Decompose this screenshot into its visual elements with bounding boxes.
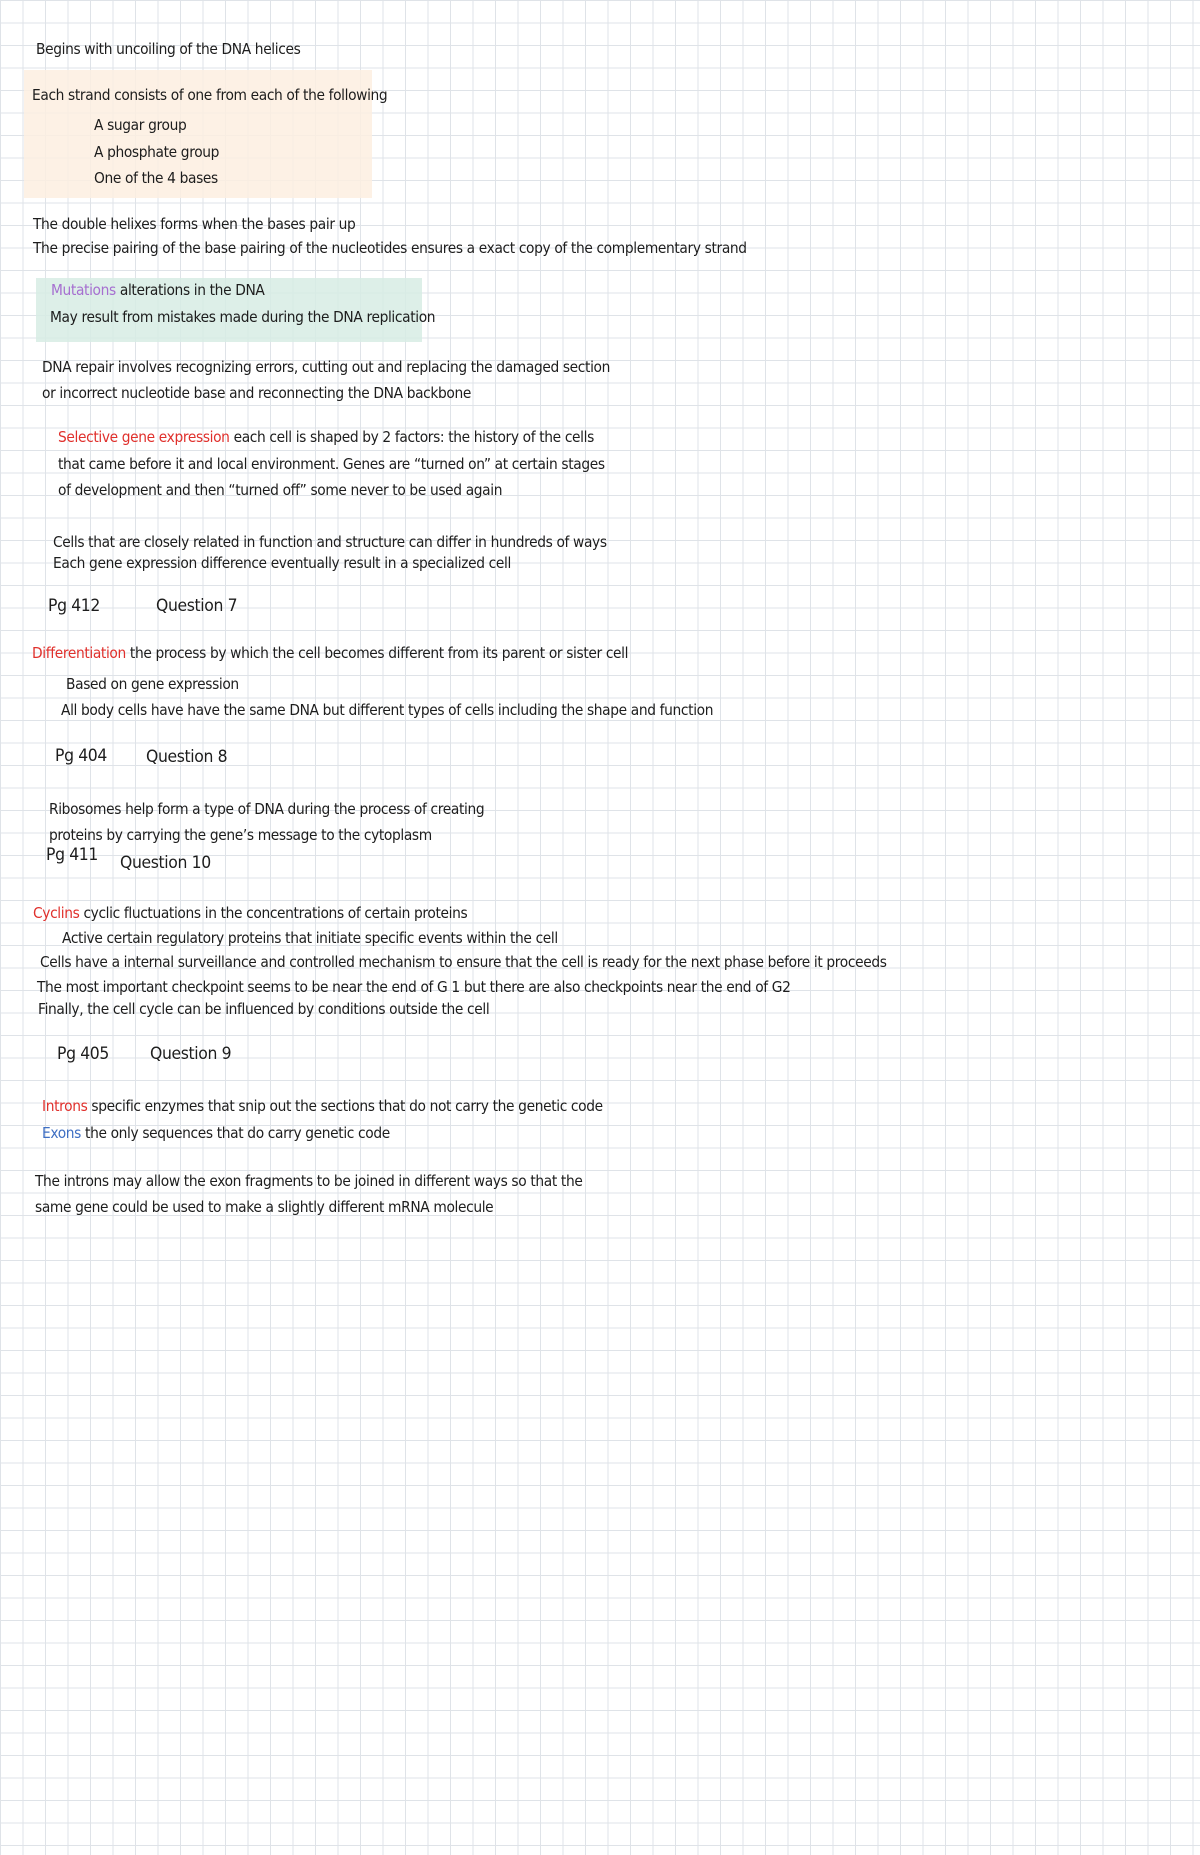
- question-reference: Question 8: [146, 747, 228, 767]
- note-line: A phosphate group: [94, 143, 220, 161]
- note-line: same gene could be used to make a slightly different mRNA molecule: [35, 1198, 494, 1216]
- note-line: One of the 4 bases: [94, 169, 218, 187]
- term-definition: cyclic fluctuations in the concentrations of certain proteins: [79, 904, 468, 922]
- term-exons: Exons: [42, 1124, 82, 1142]
- note-line: [58, 428, 594, 446]
- note-line: The precise pairing of the base pairing of the nucleotides ensures a exact copy of the complementary strand: [33, 239, 747, 257]
- term-definition: specific enzymes that snip out the sections that do not carry the genetic code: [87, 1097, 603, 1115]
- note-line: May result from mistakes made during the DNA replication: [50, 308, 436, 326]
- note-line: of development and then “turned off” some never to be used again: [58, 481, 503, 499]
- note-line: [42, 1097, 603, 1115]
- term-definition: each cell is shaped by 2 factors: the history of the cells: [229, 428, 594, 446]
- note-line: The double helixes forms when the bases pair up: [33, 215, 356, 233]
- note-line: or incorrect nucleotide base and reconnecting the DNA backbone: [42, 384, 471, 402]
- note-line: All body cells have have the same DNA but different types of cells including the shape and function: [61, 701, 714, 719]
- note-line: A sugar group: [94, 116, 187, 134]
- note-line: proteins by carrying the gene’s message to the cytoplasm: [49, 826, 432, 844]
- question-reference: Question 9: [150, 1044, 232, 1064]
- note-line: that came before it and local environment. Genes are “turned on” at certain stages: [58, 455, 605, 473]
- note-line: [32, 644, 628, 662]
- note-line: Active certain regulatory proteins that initiate specific events within the cell: [62, 929, 558, 947]
- note-line: The introns may allow the exon fragments to be joined in different ways so that the: [35, 1172, 583, 1190]
- note-line: Finally, the cell cycle can be influenced by conditions outside the cell: [38, 1000, 490, 1018]
- term-cyclins: Cyclins: [33, 904, 80, 922]
- term-definition: alterations in the DNA: [115, 281, 265, 299]
- page-reference: Pg 404: [55, 746, 107, 766]
- note-line: [33, 904, 467, 922]
- note-line: [51, 281, 264, 299]
- note-line: Cells have a internal surveillance and controlled mechanism to ensure that the cell is ready for the next phase before it proceeds: [40, 953, 887, 971]
- term-definition: the process by which the cell becomes different from its parent or sister cell: [125, 644, 629, 662]
- term-introns: Introns: [42, 1097, 88, 1115]
- note-line: Begins with uncoiling of the DNA helices: [36, 40, 301, 58]
- page-reference: Pg 405: [57, 1044, 109, 1064]
- term-selective-gene-expression: Selective gene expression: [58, 428, 230, 446]
- page-reference: Pg 411: [46, 845, 98, 865]
- term-definition: the only sequences that do carry genetic code: [81, 1124, 390, 1142]
- note-line: [42, 1124, 390, 1142]
- note-line: DNA repair involves recognizing errors, cutting out and replacing the damaged section: [42, 358, 610, 376]
- question-reference: Question 10: [120, 853, 211, 873]
- term-differentiation: Differentiation: [32, 644, 126, 662]
- term-mutations: Mutations: [51, 281, 116, 299]
- note-line: Cells that are closely related in function and structure can differ in hundreds of ways: [53, 533, 607, 551]
- note-line: Each strand consists of one from each of the following: [32, 86, 388, 104]
- note-line: Each gene expression difference eventually result in a specialized cell: [53, 554, 511, 572]
- note-line: Based on gene expression: [66, 675, 239, 693]
- page-reference: Pg 412: [48, 596, 100, 616]
- note-line: The most important checkpoint seems to be near the end of G 1 but there are also checkpoints near the end of G2: [37, 978, 791, 996]
- note-line: Ribosomes help form a type of DNA during the process of creating: [49, 800, 485, 818]
- question-reference: Question 7: [156, 596, 238, 616]
